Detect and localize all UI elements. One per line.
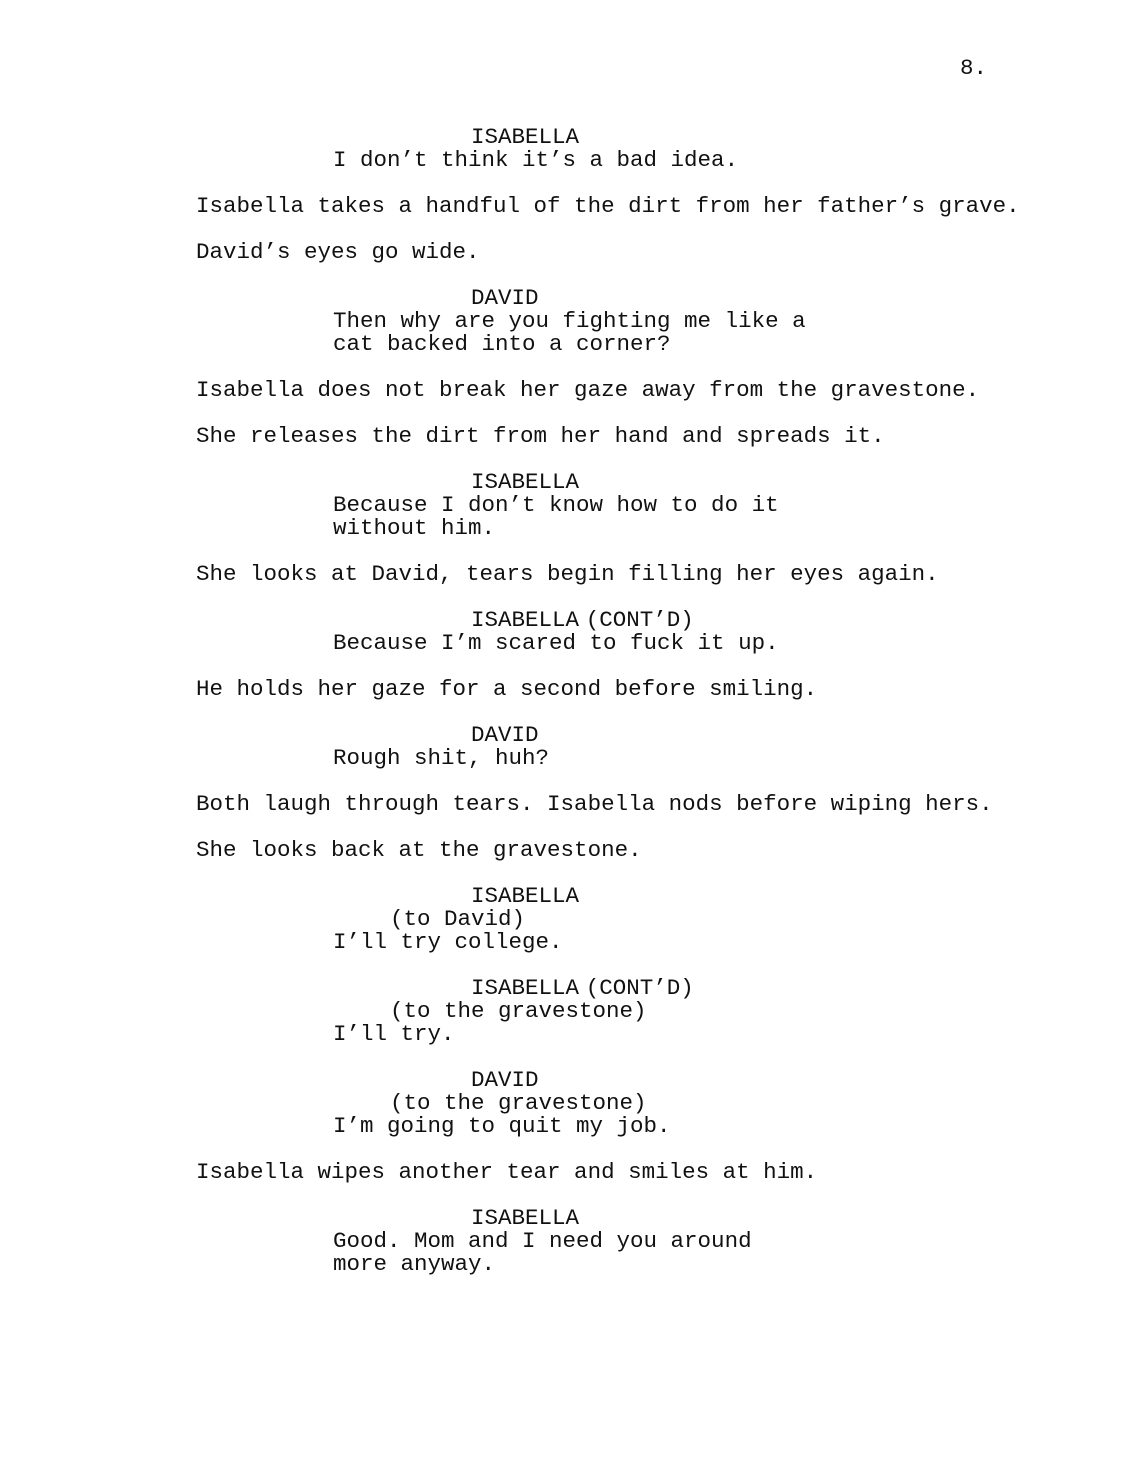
character-cue [196, 609, 1056, 632]
action-line: Isabella takes a handful of the dirt from her father’s grave. [196, 193, 1020, 219]
dialogue-line: Then why are you fighting me like a [333, 308, 806, 334]
action-line: She looks at David, tears begin filling her eyes again. [196, 561, 939, 587]
dialogue-line: Because I don’t know how to do it [333, 492, 779, 518]
action-line: She looks back at the gravestone. [196, 837, 642, 863]
character-cue [196, 1207, 1056, 1230]
dialogue-block [196, 126, 1056, 172]
action-block [196, 793, 1056, 816]
dialogue-line: I’m going to quit my job. [333, 1113, 671, 1139]
action-block [196, 839, 1056, 862]
dialogue-block [196, 1207, 1056, 1276]
character-name: DAVID [471, 722, 539, 748]
dialogue-line: cat backed into a corner? [333, 331, 671, 357]
action-block [196, 241, 1056, 264]
action-block [196, 195, 1056, 218]
action-line: Isabella wipes another tear and smiles at him. [196, 1159, 818, 1185]
dialogue-line: without him. [333, 515, 496, 541]
character-name: ISABELLA [471, 124, 580, 150]
dialogue-line: Rough shit, huh? [333, 745, 550, 771]
parenthetical: (to the gravestone) [390, 1090, 647, 1116]
action-block [196, 379, 1056, 402]
character-cue [196, 126, 1056, 149]
character-cue [196, 287, 1056, 310]
page-number: 8. [960, 55, 988, 81]
dialogue-block [196, 1069, 1056, 1138]
dialogue-line: Good. Mom and I need you around [333, 1228, 752, 1254]
character-extension: (CONT’D) [585, 975, 694, 1001]
dialogue-line: more anyway. [333, 1251, 496, 1277]
script-body [196, 126, 1056, 1276]
action-line: David’s eyes go wide. [196, 239, 480, 265]
dialogue-line: I’ll try. [333, 1021, 455, 1047]
dialogue-block [196, 977, 1056, 1046]
action-line: Isabella does not break her gaze away from the gravestone. [196, 377, 980, 403]
character-name: ISABELLA [471, 883, 580, 909]
character-name: DAVID [471, 1067, 539, 1093]
dialogue-line: Because I’m scared to fuck it up. [333, 630, 779, 656]
dialogue-block [196, 471, 1056, 540]
action-line: Both laugh through tears. Isabella nods before wiping hers. [196, 791, 993, 817]
character-name: ISABELLA [471, 975, 580, 1001]
dialogue-line: I’ll try college. [333, 929, 563, 955]
character-name: ISABELLA [471, 1205, 580, 1231]
dialogue-block [196, 724, 1056, 770]
character-cue [196, 471, 1056, 494]
action-block [196, 678, 1056, 701]
action-block [196, 1161, 1056, 1184]
character-cue [196, 885, 1056, 908]
character-name: ISABELLA [471, 607, 580, 633]
dialogue-block [196, 609, 1056, 655]
dialogue-block [196, 287, 1056, 356]
character-cue [196, 724, 1056, 747]
parenthetical: (to the gravestone) [390, 998, 647, 1024]
action-block [196, 425, 1056, 448]
action-block [196, 563, 1056, 586]
character-cue [196, 1069, 1056, 1092]
dialogue-block [196, 885, 1056, 954]
character-name: DAVID [471, 285, 539, 311]
dialogue-line: I don’t think it’s a bad idea. [333, 147, 739, 173]
character-name: ISABELLA [471, 469, 580, 495]
action-line: He holds her gaze for a second before smiling. [196, 676, 818, 702]
character-cue [196, 977, 1056, 1000]
character-extension: (CONT’D) [585, 607, 694, 633]
parenthetical: (to David) [390, 906, 526, 932]
action-line: She releases the dirt from her hand and spreads it. [196, 423, 885, 449]
